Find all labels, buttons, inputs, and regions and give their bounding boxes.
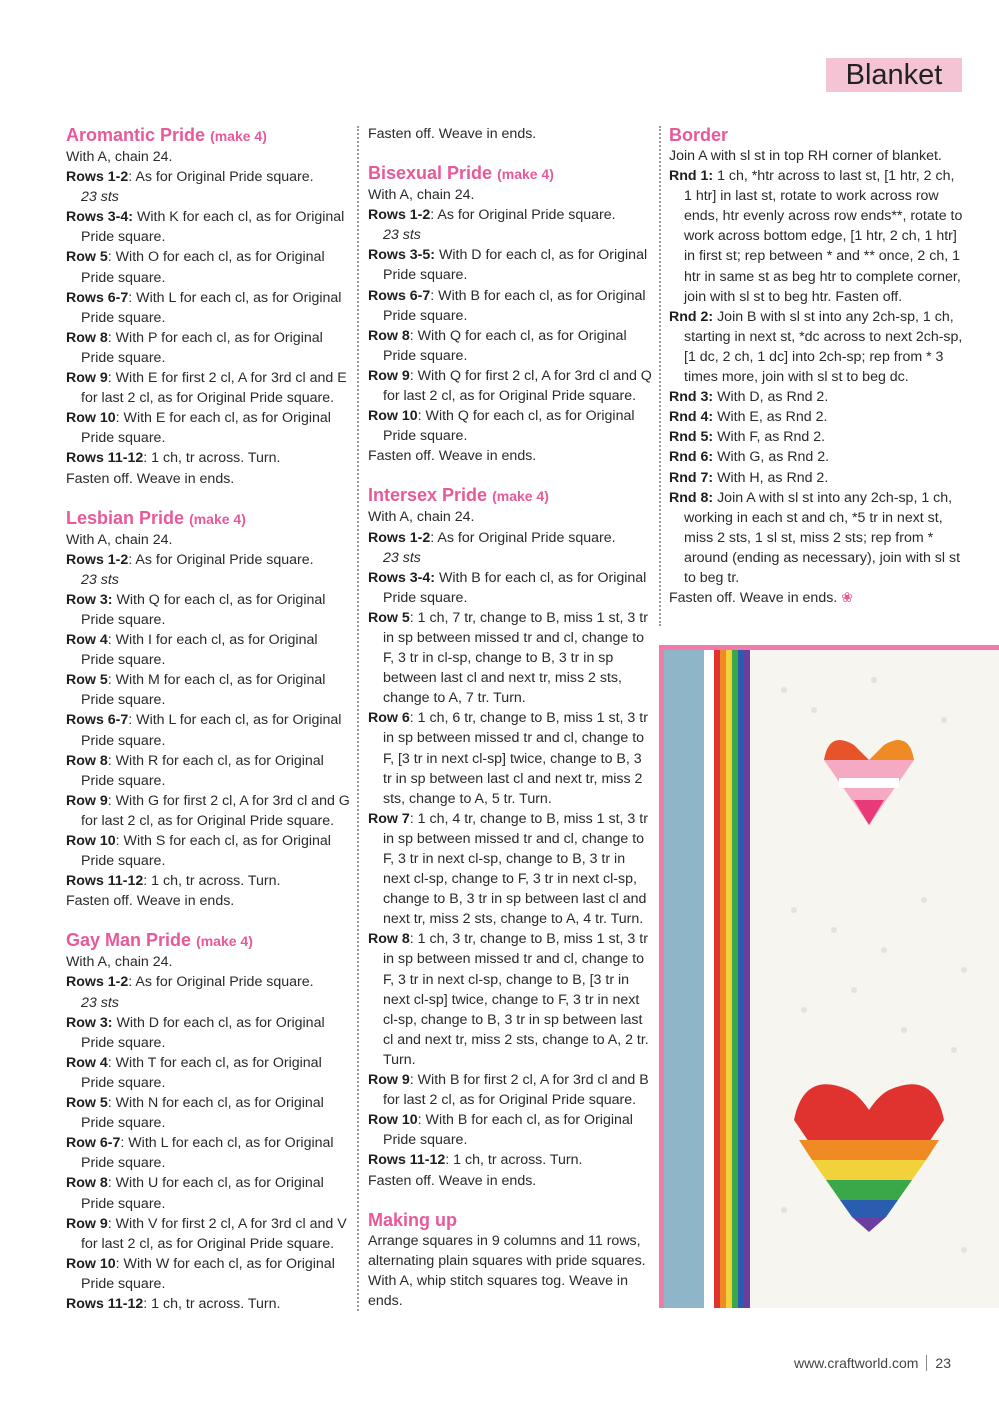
- instruction-line: [66, 288, 351, 328]
- row-label: Row 9: [66, 370, 108, 387]
- instruction-text: With A, chain 24.: [368, 509, 475, 526]
- row-label: Row 5: [368, 609, 410, 626]
- blanket-photo: [659, 645, 999, 1308]
- row-label: Rows 11-12: [66, 873, 144, 890]
- instruction-text: 1 ch, *htr across to last st, [1 htr, 2 ch, 1 htr] in last st, rotate to work across row ends, htr evenly across row ends**, rotate to work across bottom edge, [1 htr, 2 ch, 1 htr] in first st; rep between * and ** once, 2 ch, 1 htr in same st as beg htr to complete corner, join with sl st to beg htr. Fasten off.: [684, 168, 963, 305]
- instruction-text: : With B for each cl, as for Original Pride square.: [383, 287, 646, 324]
- instruction-line: [66, 952, 351, 972]
- instruction-line: [368, 507, 653, 527]
- row-label: Rnd 4:: [669, 409, 714, 426]
- instruction-line: [66, 972, 351, 992]
- row-label: Row 5: [66, 249, 108, 266]
- instruction-line: [66, 1093, 351, 1133]
- page-footer: [794, 1355, 951, 1371]
- instruction-line: [66, 1294, 351, 1314]
- section-title: Aromantic Pride (make 4): [66, 125, 267, 145]
- row-label: Row 10: [368, 1112, 418, 1129]
- row-label: Row 3:: [66, 591, 113, 608]
- row-label: Row 9: [368, 1072, 410, 1089]
- instruction-text: : With I for each cl, as for Original Pride square.: [81, 632, 318, 669]
- instruction-text: : As for Original Pride square.: [430, 529, 616, 546]
- instruction-line: [66, 590, 351, 630]
- instruction-text: : With B for first 2 cl, A for 3rd cl and B for last 2 cl, as for Original Pride square.: [383, 1072, 649, 1109]
- row-label: Row 4: [66, 632, 108, 649]
- border-end-text: Fasten off. Weave in ends. ❀: [669, 590, 854, 607]
- instruction-text: : With W for each cl, as for Original Pride square.: [81, 1255, 335, 1292]
- row-label: Rows 11-12: [368, 1152, 446, 1169]
- making-up-section: [368, 1209, 653, 1311]
- instruction-text: : As for Original Pride square.: [430, 207, 616, 224]
- instruction-text: : With E for first 2 cl, A for 3rd cl and E for last 2 cl, as for Original Pride square.: [81, 370, 347, 407]
- instruction-text: With A, chain 24.: [66, 149, 173, 165]
- row-label: Row 3:: [66, 1014, 113, 1031]
- instruction-text: With H, as Rnd 2.: [713, 469, 829, 486]
- instruction-line: [669, 447, 964, 467]
- instruction-line: [66, 1173, 351, 1213]
- instruction-text: : With N for each cl, as for Original Pride square.: [81, 1095, 324, 1132]
- section-title: Border: [669, 125, 729, 145]
- row-label: Row 9: [66, 1215, 108, 1232]
- row-label: Row 10: [66, 833, 116, 849]
- row-label: Row 8: [368, 931, 410, 948]
- instruction-line: [66, 670, 351, 710]
- instruction-text: With D for each cl, as for Original Pride square.: [383, 247, 648, 284]
- instruction-line: [66, 530, 351, 550]
- website-link[interactable]: www.craftworld.com: [793, 1355, 919, 1371]
- instruction-line: [66, 147, 351, 167]
- instruction-line: [66, 368, 351, 408]
- instruction-text: Fasten off. Weave in ends.: [66, 470, 235, 487]
- instruction-line: [66, 710, 351, 750]
- row-label: Rows 6-7: [66, 289, 129, 306]
- instruction-line: [368, 446, 653, 466]
- instruction-text: : With R for each cl, as for Original Pride square.: [81, 752, 324, 789]
- instruction-line: [368, 245, 653, 285]
- instruction-line: [66, 1013, 351, 1053]
- footer-divider: [926, 1355, 927, 1371]
- instruction-line: [66, 247, 351, 287]
- instruction-text: With G, as Rnd 2.: [713, 449, 830, 466]
- instruction-text: Fasten off. Weave in ends.: [66, 893, 235, 910]
- row-label: Rows 6-7: [368, 287, 431, 304]
- row-label: Row 10: [368, 408, 418, 425]
- row-label: Rnd 5:: [669, 429, 714, 446]
- instruction-line: [66, 751, 351, 791]
- instruction-text: : 1 ch, tr across. Turn.: [143, 450, 281, 467]
- stitch-count: 23 sts: [383, 227, 421, 244]
- column-2: [368, 124, 653, 1329]
- instruction-text: : With E for each cl, as for Original Pride square.: [81, 410, 331, 447]
- instruction-text: : 1 ch, 4 tr, change to B, miss 1 st, 3 tr in sp between missed tr and cl, change to F, 3 tr in next cl-sp, change to B, 3 tr in next cl-sp, change to F, 3 tr in next cl-sp, change to B, 3 tr in sp between last cl and next tr, miss 2 sts, change to A, 4 tr. Turn.: [383, 810, 648, 928]
- row-label: Rows 1-2: [66, 974, 129, 991]
- section-title: Lesbian Pride (make 4): [66, 507, 246, 528]
- row-label: Row 8: [66, 329, 108, 346]
- stitch-count: 23 sts: [383, 549, 421, 566]
- intersex-section: [368, 484, 653, 1190]
- instruction-line: [66, 891, 351, 911]
- instruction-text: : With M for each cl, as for Original Pride square.: [81, 672, 326, 709]
- instruction-line: [66, 408, 351, 448]
- instruction-text: Fasten off. Weave in ends.: [368, 1172, 537, 1189]
- row-label: Rows 11-12: [66, 1295, 144, 1312]
- instruction-line: [669, 307, 964, 387]
- instruction-text: : With O for each cl, as for Original Pride square.: [81, 249, 325, 286]
- instruction-line: [368, 568, 653, 608]
- row-label: Rows 11-12: [66, 450, 144, 467]
- bisexual-section: [368, 162, 653, 466]
- blanket-illustration: [664, 650, 999, 1308]
- row-label: Row 8: [66, 752, 108, 769]
- instruction-text: : With V for first 2 cl, A for 3rd cl and V for last 2 cl, as for Original Pride square.: [81, 1215, 347, 1252]
- instruction-text: : As for Original Pride square.: [128, 974, 314, 991]
- instruction-text: Join B with sl st into any 2ch-sp, 1 ch, starting in next st, *dc across to next 2ch-sp, [1 dc, 2 ch, 1 dc] into 2ch-sp; rep from * 3 times more, join with sl st to beg dc.: [684, 308, 963, 386]
- instruction-text: With D, as Rnd 2.: [713, 389, 829, 406]
- instruction-text: With K for each cl, as for Original Pride square.: [81, 209, 345, 246]
- gay-man-section: [66, 929, 351, 1314]
- column-3: [669, 124, 964, 626]
- instruction-text: With Q for each cl, as for Original Pride square.: [81, 591, 326, 628]
- row-label: Rnd 2:: [669, 308, 714, 325]
- row-label: Row 5: [66, 672, 108, 689]
- fasten-off-text: Fasten off. Weave in ends.: [368, 126, 537, 142]
- instruction-text: Fasten off. Weave in ends.: [368, 448, 537, 465]
- row-label: Rnd 7:: [669, 469, 714, 486]
- instruction-text: : With B for each cl, as for Original Pride square.: [383, 1112, 633, 1149]
- row-label: Row 10: [66, 1255, 116, 1272]
- instruction-line: [66, 871, 351, 891]
- instruction-line: [368, 185, 653, 205]
- instruction-line: [66, 469, 351, 489]
- instruction-line: [368, 205, 653, 225]
- instruction-line: [368, 929, 653, 1070]
- instruction-line: [66, 630, 351, 670]
- instruction-line: [66, 1053, 351, 1093]
- row-label: Row 8: [66, 1175, 108, 1192]
- instruction-text: Join A with sl st into any 2ch-sp, 1 ch, working in each st and ch, *5 tr in next st, miss 2 sts, 1 sl st, miss 2 sts; rep from * around (ending as necessary), join with sl st to beg tr.: [684, 489, 961, 586]
- row-label: Row 7: [368, 810, 410, 827]
- row-label: Row 6-7: [66, 1135, 121, 1152]
- row-label: Rows 3-4:: [368, 569, 436, 586]
- instruction-line: [66, 167, 351, 187]
- section-title: Intersex Pride (make 4): [368, 485, 549, 506]
- stitch-count: 23 sts: [81, 994, 119, 1011]
- border-section: [669, 124, 964, 608]
- instruction-line: [66, 1254, 351, 1294]
- instruction-line: [368, 406, 653, 446]
- stitch-count: 23 sts: [81, 571, 119, 588]
- instruction-line: [368, 809, 653, 930]
- stitch-count: 23 sts: [81, 189, 119, 206]
- instruction-line: [66, 1133, 351, 1173]
- instruction-line: [669, 387, 964, 407]
- instruction-line: [669, 468, 964, 488]
- aromantic-section: [66, 124, 351, 489]
- instruction-line: [368, 708, 653, 808]
- instruction-line: [66, 831, 351, 871]
- instruction-text: With D for each cl, as for Original Pride square.: [81, 1014, 325, 1051]
- row-label: Rnd 1:: [669, 168, 714, 185]
- instruction-line: [368, 326, 653, 366]
- instruction-line: [368, 1171, 653, 1191]
- instruction-line: [669, 488, 964, 588]
- instruction-line: [368, 1070, 653, 1110]
- row-label: Rnd 3:: [669, 389, 714, 406]
- section-title: Making up: [368, 1209, 457, 1230]
- instruction-text: With A, chain 24.: [66, 954, 173, 971]
- instruction-text: With A, chain 24.: [66, 531, 173, 548]
- instruction-line: [66, 448, 351, 468]
- row-label: Row 8: [368, 327, 410, 344]
- row-label: Rows 3-4:: [66, 209, 134, 226]
- instruction-text: : As for Original Pride square.: [128, 169, 314, 186]
- row-label: Rows 1-2: [66, 169, 129, 186]
- row-label: Rows 3-5:: [368, 247, 436, 264]
- row-label: Row 9: [368, 367, 410, 384]
- instruction-text: : With Q for each cl, as for Original Pride square.: [383, 327, 627, 364]
- instruction-line: [66, 207, 351, 247]
- instruction-text: : With L for each cl, as for Original Pride square.: [81, 712, 342, 749]
- instruction-text: : With U for each cl, as for Original Pride square.: [81, 1175, 324, 1212]
- row-label: Row 10: [66, 410, 116, 427]
- instruction-line: [669, 407, 964, 427]
- instruction-text: : 1 ch, 6 tr, change to B, miss 1 st, 3 tr in sp between missed tr and cl, change to F, [3 tr in next cl-sp] twice, change to B, 3 tr in sp between last cl and next tr, miss 2 sts, change to A, 5 tr. Turn.: [383, 710, 648, 807]
- instruction-line: [66, 328, 351, 368]
- instruction-line: [368, 366, 653, 406]
- instruction-line: [368, 286, 653, 326]
- instruction-line: [669, 427, 964, 447]
- instruction-text: : With Q for each cl, as for Original Pride square.: [383, 408, 635, 445]
- instruction-text: With B for each cl, as for Original Pride square.: [383, 569, 647, 606]
- instruction-text: : With Q for first 2 cl, A for 3rd cl and Q for last 2 cl, as for Original Pride square.: [383, 367, 652, 405]
- row-label: Rows 6-7: [66, 712, 129, 729]
- row-label: Rnd 8:: [669, 489, 714, 506]
- instruction-text: With E, as Rnd 2.: [713, 409, 828, 426]
- instruction-line: [368, 1150, 653, 1170]
- instruction-text: : As for Original Pride square.: [128, 551, 314, 568]
- section-title: Bisexual Pride (make 4): [368, 163, 554, 184]
- instruction-text: : With T for each cl, as for Original Pride square.: [81, 1054, 322, 1091]
- page-number: 23: [935, 1355, 951, 1371]
- row-label: Row 5: [66, 1095, 108, 1112]
- instruction-line: [669, 166, 964, 307]
- instruction-text: : With G for first 2 cl, A for 3rd cl and G for last 2 cl, as for Original Pride square.: [81, 792, 350, 829]
- yarn-ball-icon: ❀: [841, 590, 854, 607]
- rainbow-border-stripes: [714, 650, 750, 1308]
- instruction-text: : 1 ch, 7 tr, change to B, miss 1 st, 3 tr in sp between missed tr and cl, change to F, 3 tr in cl-sp, change to B, 3 tr in sp between last cl and next tr, miss 2 sts, change to A, 7 tr. Turn.: [383, 609, 648, 707]
- section-title: Gay Man Pride (make 4): [66, 930, 253, 951]
- instruction-text: : 1 ch, tr across. Turn.: [143, 1295, 281, 1312]
- section-banner: Blanket: [826, 58, 962, 92]
- instruction-text: : With L for each cl, as for Original Pride square.: [81, 1135, 334, 1172]
- instruction-text: : 1 ch, tr across. Turn.: [445, 1152, 583, 1169]
- instruction-text: : With P for each cl, as for Original Pride square.: [81, 329, 323, 366]
- instruction-text: : 1 ch, tr across. Turn.: [143, 873, 281, 890]
- instruction-line: [368, 608, 653, 708]
- row-label: Rows 1-2: [66, 551, 129, 568]
- instruction-line: [66, 1214, 351, 1254]
- row-label: Rows 1-2: [368, 207, 431, 224]
- instruction-text: With A, chain 24.: [368, 187, 475, 204]
- row-label: Row 9: [66, 792, 108, 809]
- instruction-line: [368, 1110, 653, 1150]
- row-label: Row 4: [66, 1054, 108, 1071]
- instruction-text: : With L for each cl, as for Original Pride square.: [81, 289, 342, 326]
- instruction-line: [66, 791, 351, 831]
- instruction-line: [66, 550, 351, 570]
- making-up-text: Arrange squares in 9 columns and 11 rows, alternating plain squares with pride squares. With A, whip stitch squares tog. Weave in ends.: [368, 1232, 646, 1309]
- instruction-line: [669, 146, 964, 166]
- lesbian-section: [66, 507, 351, 912]
- instruction-text: : 1 ch, 3 tr, change to B, miss 1 st, 3 tr in sp between missed tr and cl, change to F, 3 tr in next cl-sp, change to B, [3 tr in next cl-sp] twice, change to F, 3 tr in next cl-sp, change to B, 3 tr in sp between last cl and next tr, miss 2 sts, change to A, 2 tr. Turn.: [383, 931, 649, 1068]
- column-1: [66, 124, 351, 1332]
- instruction-line: [368, 528, 653, 548]
- column-divider: [659, 126, 661, 626]
- instruction-text: Join A with sl st in top RH corner of blanket.: [669, 148, 942, 164]
- row-label: Rows 1-2: [368, 529, 431, 546]
- column-divider: [357, 126, 359, 1311]
- row-label: Row 6: [368, 710, 410, 727]
- instruction-text: : With S for each cl, as for Original Pride square.: [81, 833, 331, 870]
- instruction-text: With F, as Rnd 2.: [713, 429, 826, 446]
- row-label: Rnd 6:: [669, 449, 714, 466]
